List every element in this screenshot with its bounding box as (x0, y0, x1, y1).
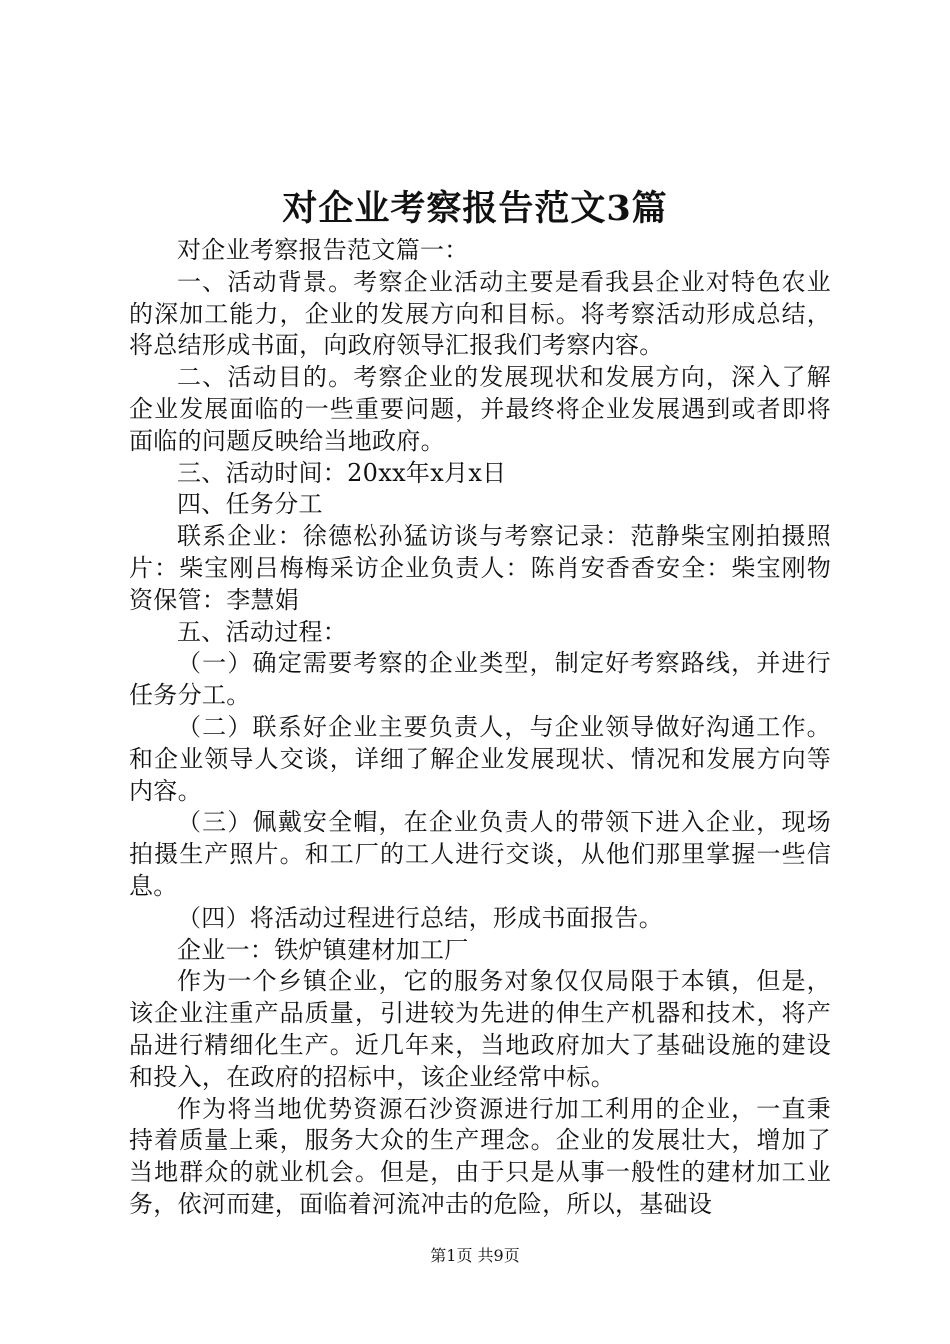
paragraph-time: 三、活动时间：20xx年x月x日 (177, 458, 507, 487)
paragraph-enterprise-desc-1: 作为一个乡镇企业，它的服务对象仅仅局限于本镇，但是，该企业注重产品质量，引进较为先进的伸生产机器和技术，将产品进行精细化生产。近几年来，当地政府加大了基础设施的建设和投入，在政府的招标中，该企业经常中标。 (129, 967, 831, 1091)
paragraph-process-step-1: （一）确定需要考察的企业类型，制定好考察路线，并进行任务分工。 (129, 649, 831, 710)
paragraph-process-heading: 五、活动过程： (177, 617, 348, 646)
document-title: 对企业考察报告范文3篇 (282, 188, 668, 229)
paragraph-process-step-3: （三）佩戴安全帽，在企业负责人的带领下进入企业，现场拍摄生产照片。和工厂的工人进行交谈，从他们那里掌握一些信息。 (129, 808, 831, 900)
paragraph-background: 一、活动背景。考察企业活动主要是看我县企业对特色农业的深加工能力，企业的发展方向和目标。将考察活动形成总结，将总结形成书面，向政府领导汇报我们考察内容。 (129, 267, 831, 360)
paragraph-enterprise-heading: 企业一：铁炉镇建材加工厂 (177, 935, 469, 964)
paragraph-process-step-2: （二）联系好企业主要负责人，与企业领导做好沟通工作。和企业领导人交谈，详细了解企业发展现状、情况和发展方向等内容。 (129, 712, 831, 805)
paragraph-purpose: 二、活动目的。考察企业的发展现状和发展方向，深入了解企业发展面临的一些重要问题，并最终将企业发展遇到或者即将面临的问题反映给当地政府。 (129, 363, 831, 455)
paragraph-task-assignments: 联系企业：徐德松孙猛访谈与考察记录：范静柴宝刚拍摄照片：柴宝刚吕梅梅采访企业负责人：陈肖安香香安全：柴宝刚物资保管：李慧娟 (129, 522, 831, 614)
page-footer: 第1页 共9页 (430, 1246, 520, 1265)
paragraph-intro: 对企业考察报告范文篇一： (177, 236, 469, 264)
document-body (129, 235, 831, 1221)
paragraph-process-step-4: （四）将活动过程进行总结，形成书面报告。 (177, 903, 663, 932)
paragraph-task-heading: 四、任务分工 (177, 490, 323, 519)
paragraph-enterprise-desc-2: 作为将当地优势资源石沙资源进行加工利用的企业，一直秉持着质量上乘，服务大众的生产理念。企业的发展壮大，增加了当地群众的就业机会。但是，由于只是从事一般性的建材加工业务，依河而建，面临着河流冲击的危险，所以，基础设 (129, 1094, 831, 1218)
